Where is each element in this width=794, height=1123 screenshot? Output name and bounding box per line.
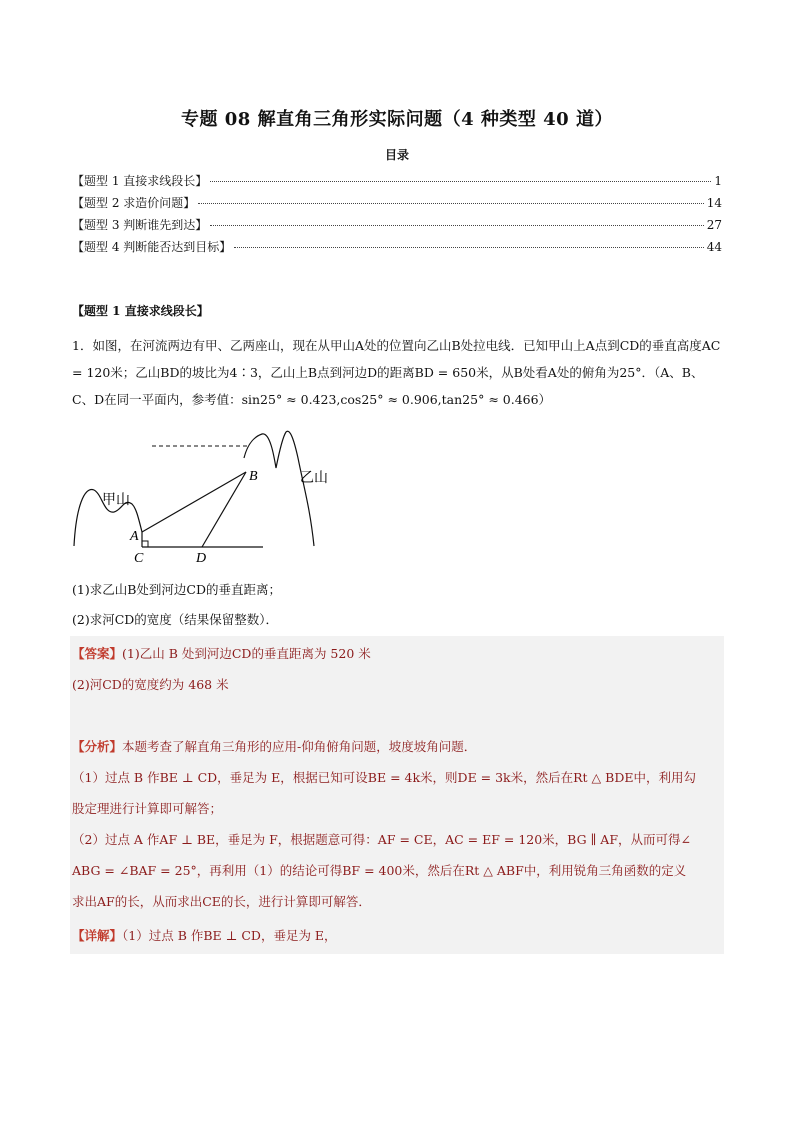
analysis-line-5: ABG = ∠BAF = 25°，再利用（1）的结论可得BF = 400米，然后在Rt △ ABF中，利用锐角三角函数的定义 — [72, 863, 687, 878]
toc-item[interactable] — [72, 194, 722, 216]
answer-text-1: (1)乙山 B 处到河边CD的垂直距离为 520 米 — [122, 646, 371, 661]
page-title: 专题 08 解直角三角形实际问题（4 种类型 40 道） — [181, 109, 613, 130]
toc-item-label: 【题型 4 判断能否达到目标】 — [72, 240, 232, 254]
analysis-line-1 — [72, 733, 722, 761]
toc-leader-dots — [234, 247, 703, 248]
answer-line-2: (2)河CD的宽度约为 468 米 — [72, 677, 229, 692]
toc-heading: 目录 — [384, 148, 409, 162]
toc-item[interactable] — [72, 172, 722, 194]
answer-tag: 【答案】 — [72, 646, 123, 661]
toc-item[interactable] — [72, 216, 722, 238]
analysis-line-2: （1）过点 B 作BE ⊥ CD，垂足为 E，根据已知可设BE = 4k米，则DE = 3k米，然后在Rt △ BDE中，利用勾 — [72, 770, 696, 785]
toc-leader-dots — [198, 203, 703, 204]
question-text: 1．如图，在河流两边有甲、乙两座山，现在从甲山A处的位置向乙山B处拉电线．已知甲山上A点到CD的垂直高度AC = 120米；乙山BD的坡比为4∶3，乙山上B点到河边D的距离BD = 650米，从B处看A处的俯角为25°．（A、B、C、D在同一平面内，参考值：sin25° ≈ 0.423,cos25° ≈ 0.906,tan25° ≈ 0.466） — [72, 338, 721, 407]
toc-item-label: 【题型 3 判断谁先到达】 — [72, 218, 208, 232]
label-d: D — [196, 551, 207, 566]
analysis-tag: 【分析】 — [72, 739, 123, 754]
sub-question-2: (2)求河CD的宽度（结果保留整数）． — [72, 612, 279, 627]
toc-item[interactable] — [72, 238, 722, 260]
toc-item-page: 27 — [706, 218, 722, 232]
analysis-line-6: 求出AF的长，从而求出CE的长，进行计算即可解答． — [72, 894, 371, 909]
label-jia: 甲山 — [102, 493, 130, 508]
toc-leader-dots — [210, 225, 703, 226]
label-c: C — [134, 551, 144, 566]
section-heading: 【题型 1 直接求线段长】 — [72, 304, 209, 318]
mountain-yi-outline — [244, 431, 314, 546]
toc-item-label: 【题型 2 求造价问题】 — [72, 196, 196, 210]
right-angle-mark — [142, 541, 148, 547]
analysis-text-1: 本题考查了解直角三角形的应用-仰角俯角问题，坡度坡角问题． — [122, 739, 477, 754]
detail-tag: 【详解】 — [72, 928, 123, 943]
sub-question-1: (1)求乙山B处到河边CD的垂直距离； — [72, 582, 281, 597]
answer-line-1 — [72, 640, 722, 668]
toc-item-page: 1 — [714, 174, 722, 188]
toc-item-page: 44 — [706, 240, 722, 254]
label-b: B — [249, 469, 258, 484]
label-yi: 乙山 — [300, 471, 328, 486]
label-a: A — [130, 529, 139, 544]
analysis-line-3: 股定理进行计算即可解答； — [72, 801, 223, 816]
analysis-line-4: （2）过点 A 作AF ⊥ BE，垂足为 F，根据题意可得：AF = CE，AC = EF = 120米，BG ∥ AF，从而可得∠ — [72, 832, 691, 847]
toc-leader-dots — [210, 181, 711, 182]
detail-line-1 — [72, 922, 722, 950]
toc-item-page: 14 — [706, 196, 722, 210]
segment-ab — [142, 472, 246, 532]
detail-text-1: （1）过点 B 作BE ⊥ CD，垂足为 E， — [122, 928, 337, 943]
table-of-contents — [72, 172, 722, 260]
segment-bd — [202, 472, 246, 547]
toc-item-label: 【题型 1 直接求线段长】 — [72, 174, 208, 188]
mountain-figure — [72, 428, 342, 568]
